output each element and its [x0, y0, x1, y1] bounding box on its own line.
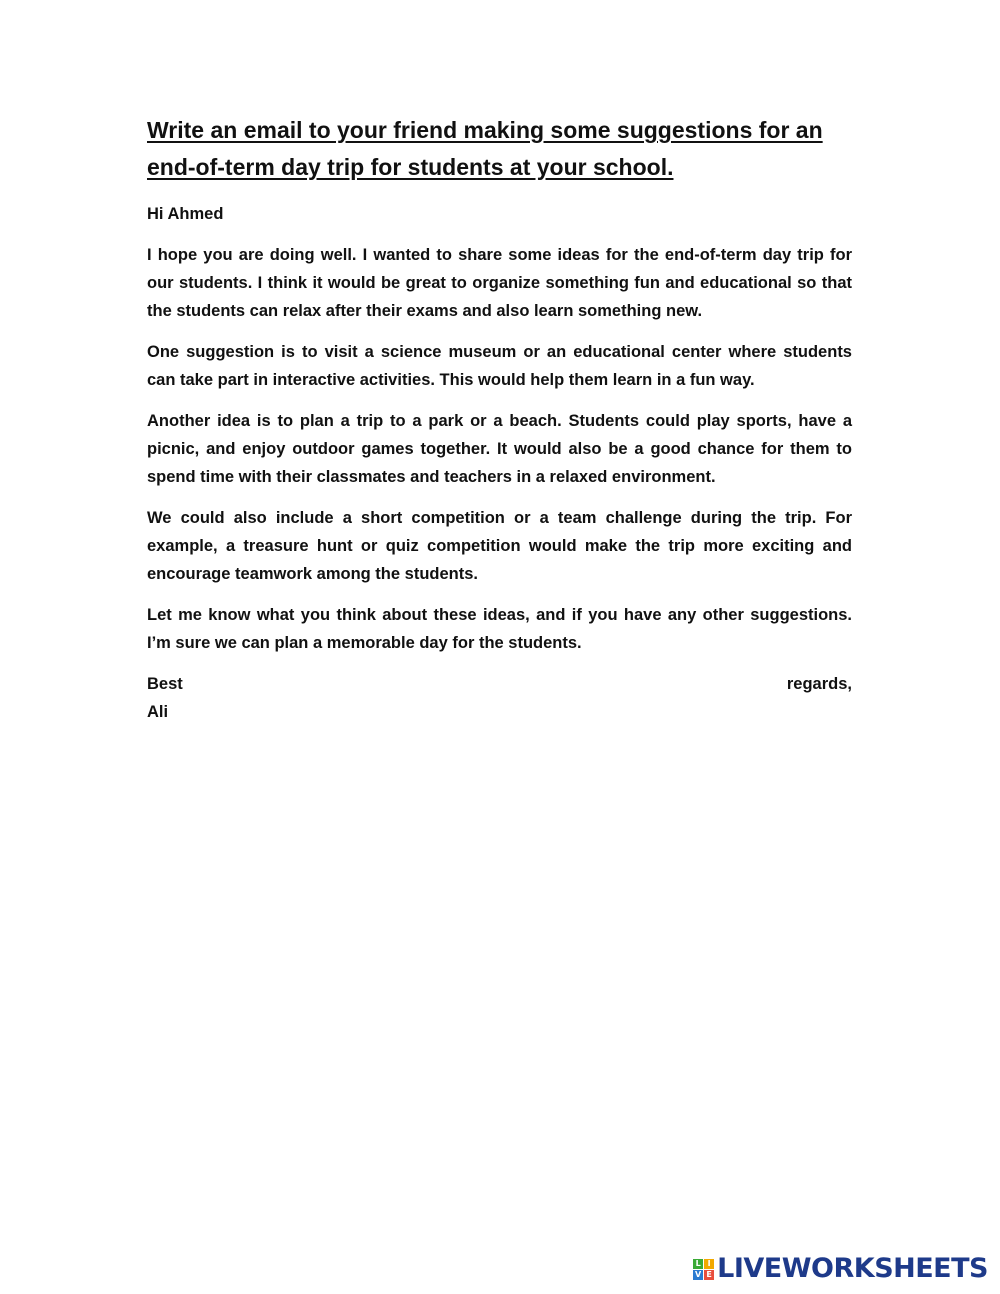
email-paragraph-1: I hope you are doing well. I wanted to share some ideas for the end-of-term day trip for our students. I think it would be great to organize something fun and educational so that the students can relax after their exams and also learn something new.	[147, 246, 852, 320]
email-signoff	[147, 670, 852, 698]
badge-letter-l: L	[693, 1259, 703, 1269]
badge-letter-v: V	[695, 1269, 702, 1279]
signoff-left: Best	[147, 675, 183, 693]
badge-letter-i: I	[704, 1259, 714, 1269]
email-paragraph-5: Let me know what you think about these ideas, and if you have any other suggestions. I’m sure we can plan a memorable day for the students.	[147, 606, 852, 652]
email-paragraph-4: We could also include a short competition or a team challenge during the trip. For example, a treasure hunt or quiz competition would make the trip more exciting and encourage teamwork among the students.	[147, 509, 852, 583]
brand-name: LIVEWORKSHEETS	[717, 1253, 988, 1284]
task-title: Write an email to your friend making some suggestions for an end-of-term day trip for students at your school.	[147, 117, 823, 180]
email-paragraph-2: One suggestion is to visit a science museum or an educational center where students can take part in interactive activities. This would help them learn in a fun way.	[147, 343, 852, 389]
liveworksheets-badge-icon	[693, 1259, 714, 1280]
worksheet-page	[147, 112, 852, 726]
email-paragraph-3: Another idea is to plan a trip to a park or a beach. Students could play sports, have a picnic, and enjoy outdoor games together. It would also be a good chance for them to spend time with their classmates and teachers in a relaxed environment.	[147, 412, 852, 486]
signoff-right: regards,	[786, 675, 852, 693]
badge-letter-e: E	[704, 1270, 714, 1280]
liveworksheets-logo	[693, 1254, 988, 1284]
email-signature: Ali	[147, 703, 169, 721]
email-greeting: Hi Ahmed	[147, 205, 224, 223]
